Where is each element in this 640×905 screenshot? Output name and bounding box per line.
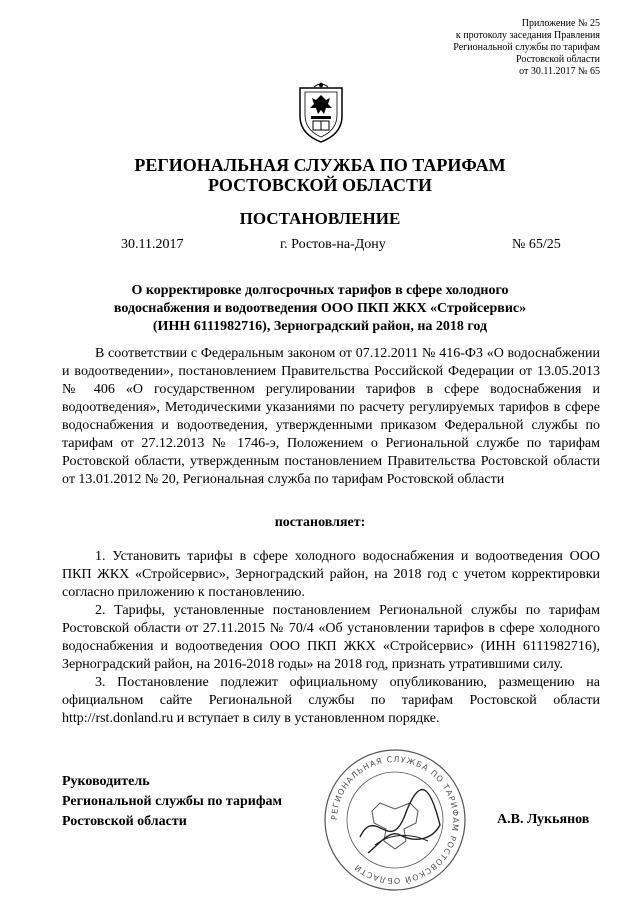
resolves-heading: постановляет: [274,515,366,530]
appendix-line: от 30.11.2017 № 65 [519,66,600,77]
resolution-item: 1. Установить тарифы в сфере холодного водоснабжения и водоотведения ООО ПКП ЖКХ «Стройсервис», Зерноградский район, на 2018 год с учетом корректировки согласно приложению к постановлению. [62,549,600,600]
signer-title: Региональной службы по тарифам [62,794,283,809]
document-place: г. Ростов-на-Дону [280,237,386,252]
appendix-line: Приложение № 25 [521,18,600,29]
coat-of-arms-icon [296,82,346,144]
document-number: № 65/25 [512,237,561,252]
resolution-items [62,548,600,728]
preamble-paragraph: В соответствии с Федеральным законом от 07.12.2011 № 416-ФЗ «О водоснабжении и водоотведении», постановлением Правительства Российской Федерации от 13.05.2013 № 406 «О государственном регулировании тарифов в сфере водоснабжения и водоотведения», Методическими указаниями по расчету регулируемых тарифов в сфере водоснабжения и водоотведения, утвержденными приказом Федеральной службы по тарифам от 27.12.2013 № 1746-э, Положением о Региональной службе по тарифам Ростовской области, утвержденным постановлением Правительства Ростовской области от 13.01.2012 № 20, Региональная служба по тарифам Ростовской области [62,346,600,487]
document-subject: О корректировке долгосрочных тарифов в сфере холодного водоснабжения и водоотведения ООО ПКП ЖКХ «Стройсервис» (ИНН 6111982716), Зерноградский район, на 2018 год [113,283,527,334]
appendix-line: Региональной службы по тарифам [453,42,600,53]
signer-title: Ростовской области [62,814,187,829]
appendix-line: Ростовской области [516,54,600,65]
document-date: 30.11.2017 [121,237,184,252]
resolution-item: 2. Тарифы, установленные постановлением Региональной службы по тарифам Ростовской области от 27.11.2015 № 70/4 «Об установлении тарифов в сфере холодного водоснабжения и водоотведения ООО ПКП ЖКХ «Стройсервис» (ИНН 6111982716), Зерноградский район, на 2016-2018 годы» на 2018 год, признать утратившими силу. [62,603,600,672]
agency-title: РЕГИОНАЛЬНАЯ СЛУЖБА ПО ТАРИФАМ [134,155,506,175]
signer-block [62,772,282,832]
resolution-item: 3. Постановление подлежит официальному опубликованию, размещению на официальном сайте Региональной службы по тарифам Ростовской области http://rst.donland.ru и вступает в силу в установленном порядке. [62,675,600,726]
signature-scribble [360,790,440,853]
signer-title: Руководитель [62,774,150,789]
signer-name: А.В. Лукьянов [497,812,590,827]
document-type: ПОСТАНОВЛЕНИЕ [239,209,401,228]
agency-region: РОСТОВСКОЙ ОБЛАСТИ [208,175,432,195]
svg-text:РЕГИОНАЛЬНАЯ СЛУЖБА ПО ТАРИФАМ [330,755,460,886]
appendix-note [360,18,600,78]
seal-text: РЕГИОНАЛЬНАЯ СЛУЖБА ПО ТАРИФАМ РОСТОВСКОЙ ОБЛАСТИ [329,754,461,886]
official-seal [320,745,470,895]
appendix-line: к протоколу заседания Правления [455,30,600,41]
